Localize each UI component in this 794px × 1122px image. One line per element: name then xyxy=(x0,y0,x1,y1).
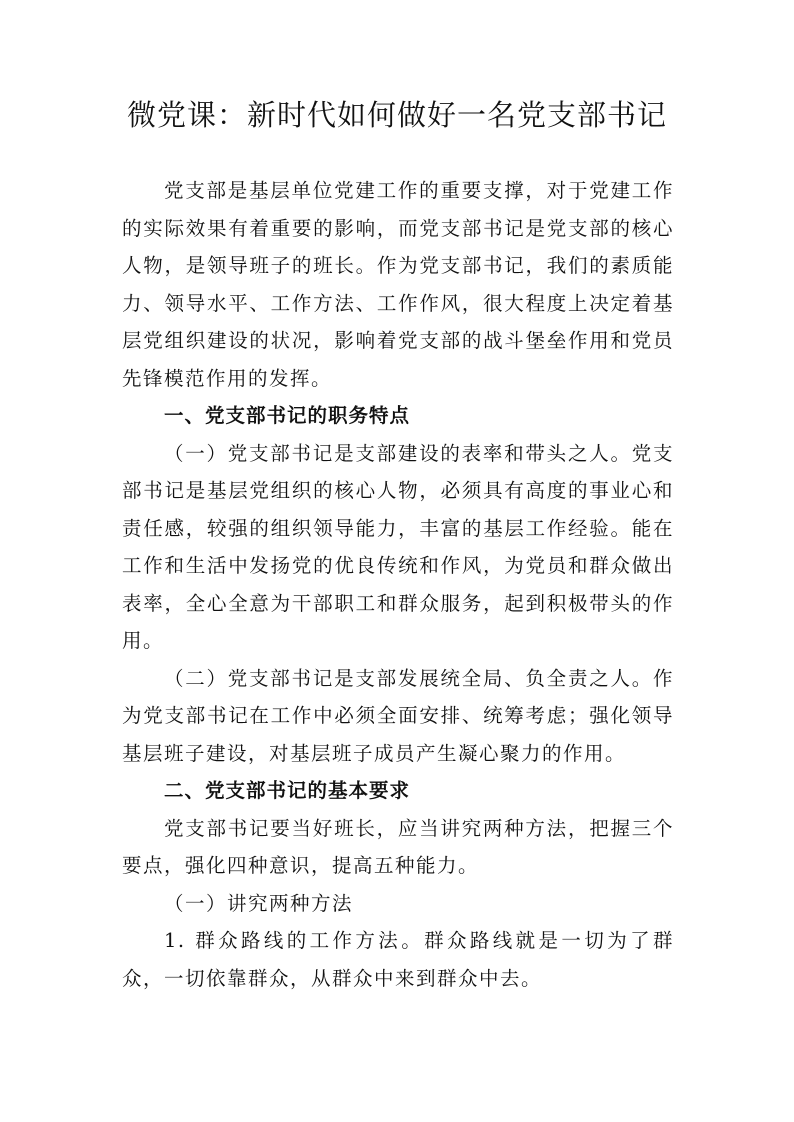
paragraph-2-1-1: 1. 群众路线的工作方法。群众路线就是一切为了群众，一切依靠群众，从群众中来到群众中去。 xyxy=(122,929,674,990)
section-heading-1: 一、党支部书记的职务特点 xyxy=(164,404,411,427)
document-title: 微党课：新时代如何做好一名党支部书记 xyxy=(126,98,667,132)
paragraph-1-2: （二）党支部书记是支部发展统全局、负全责之人。作为党支部书记在工作中必须全面安排、统筹考虑；强化领导基层班子建设，对基层班子成员产生凝心聚力的作用。 xyxy=(122,666,674,765)
paragraph-1-1: （一）党支部书记是支部建设的表率和带头之人。党支部书记是基层党组织的核心人物，必须具有高度的事业心和责任感，较强的组织领导能力，丰富的基层工作经验。能在工作和生活中发扬党的优良传统和作风，为党员和群众做出表率，全心全意为干部职工和群众服务，起到积极带头的作用。 xyxy=(122,441,674,652)
intro-paragraph: 党支部是基层单位党建工作的重要支撑，对于党建工作的实际效果有着重要的影响，而党支部书记是党支部的核心人物，是领导班子的班长。作为党支部书记，我们的素质能力、领导水平、工作方法、工作作风，很大程度上决定着基层党组织建设的状况，影响着党支部的战斗堡垒作用和党员先锋模范作用的发挥。 xyxy=(122,179,674,390)
subheading-2-1: （一）讲究两种方法 xyxy=(164,891,354,915)
section-heading-2: 二、党支部书记的基本要求 xyxy=(164,779,411,802)
document-body xyxy=(122,172,674,997)
paragraph-2-intro: 党支部书记要当好班长，应当讲究两种方法，把握三个要点，强化四种意识，提高五种能力。 xyxy=(122,816,674,877)
